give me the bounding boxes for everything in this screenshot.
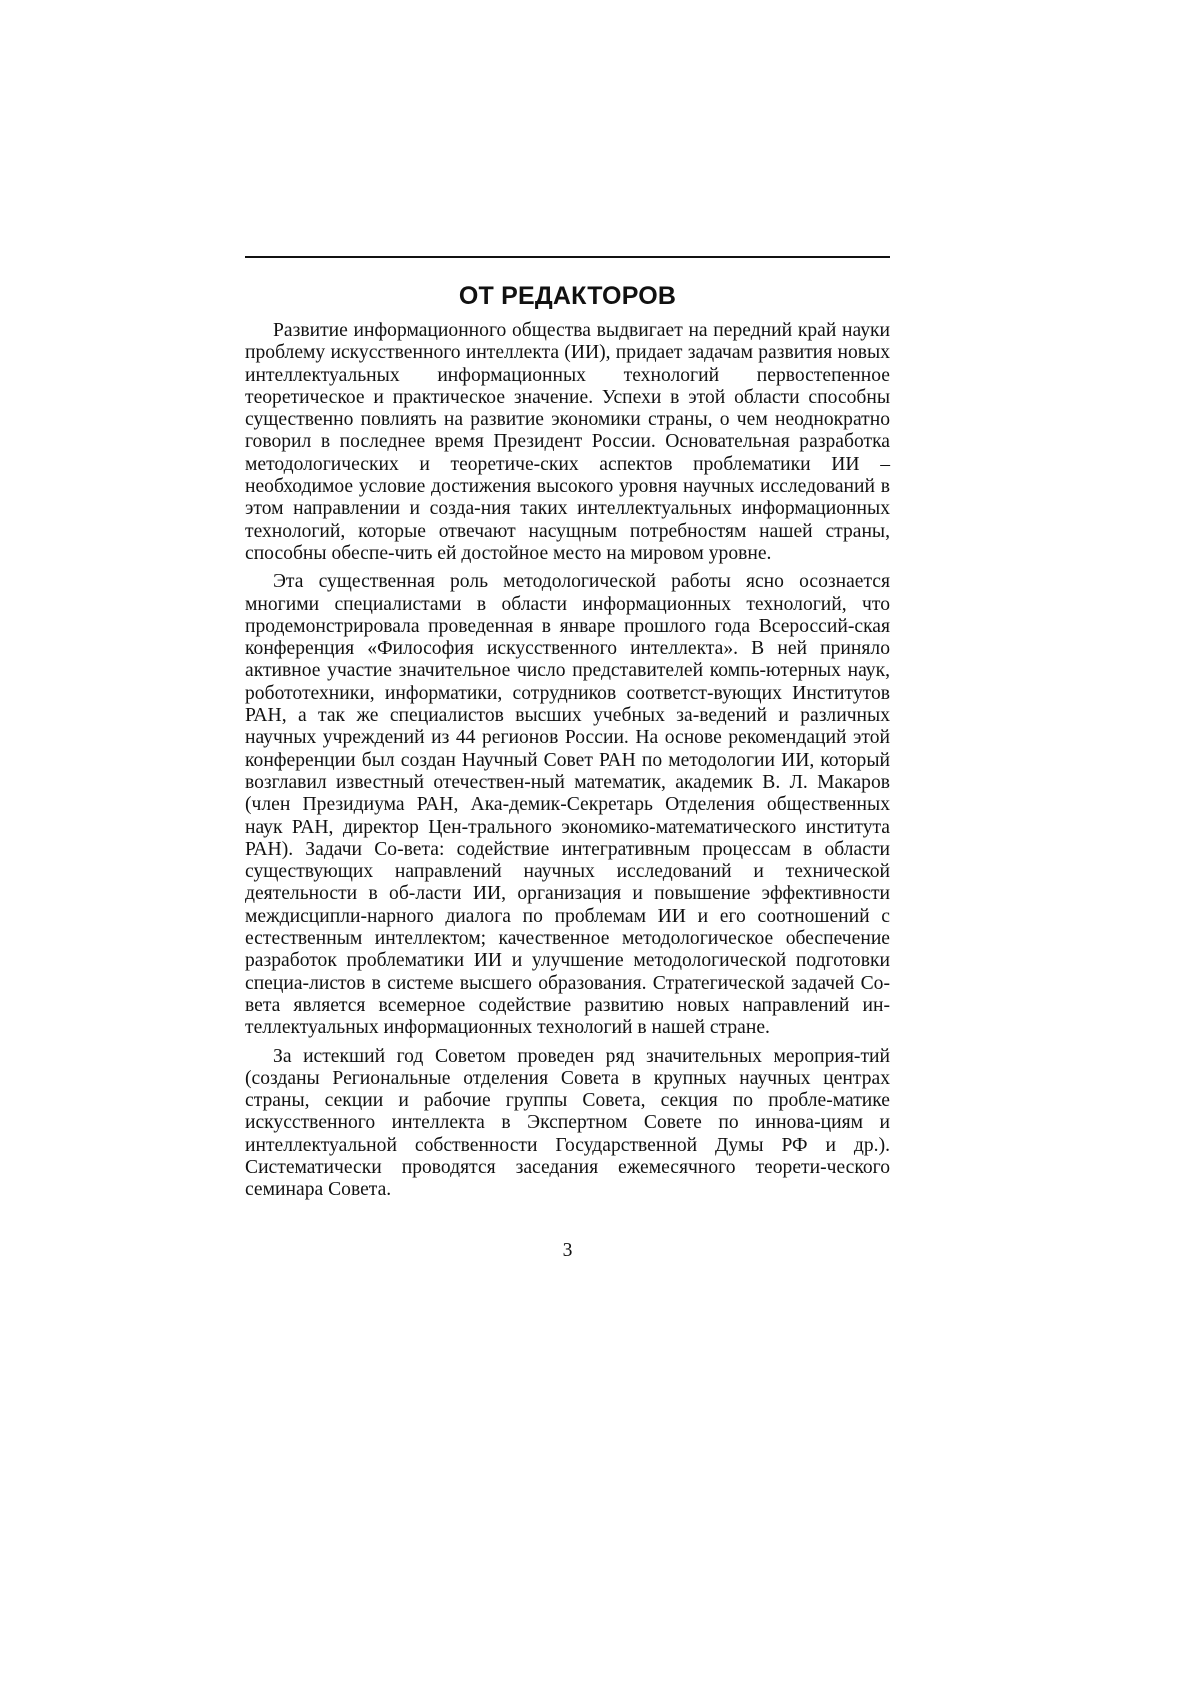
page-content xyxy=(245,256,890,1262)
page-number: 3 xyxy=(562,1239,573,1261)
section-heading: ОТ РЕДАКТОРОВ xyxy=(458,282,677,310)
paragraph-2: Эта существенная роль методологической работы ясно осознается многими специалистами в области информационных технологий, что продемонстрировала проведенная в январе прошлого года Всероссий-ская конференция «Философия искусственного интеллекта». В ней приняло активное участие значительное число представителей компь-ютерных наук, робототехники, информатики, сотрудников соответст-вующих Институтов РАН, а так же специалистов высших учебных за-ведений и различных научных учреждений из 44 регионов России. На основе рекомендаций этой конференции был создан Научный Совет РАН по методологии ИИ, который возглавил известный отечествен-ный математик, академик В. Л. Макаров (член Президиума РАН, Ака-демик-Секретарь Отделения общественных наук РАН, директор Цен-трального экономико-математического института РАН). Задачи Со-вета: содействие интегративным процессам в области существующих направлений научных исследований и технической деятельности в об-ласти ИИ, организация и повышение эффективности междисципли-нарного диалога по проблемам ИИ и его соотношений с естественным интеллектом; качественное методологическое обеспечение разработок проблематики ИИ и улучшение методологической подготовки специа-листов в системе высшего образования. Стратегической задачей Со-вета является всемерное содействие развитию новых направлений ин-теллектуальных информационных технологий в нашей стране. xyxy=(245,571,890,1039)
paragraph-3: За истекший год Советом проведен ряд значительных мероприя-тий (созданы Региональные отделения Совета в крупных научных центрах страны, секции и рабочие группы Совета, секция по пробле-матике искусственного интеллекта в Экспертном Совете по иннова-циям и интеллектуальной собственности Государственной Думы РФ и др.). Систематически проводятся заседания ежемесячного теорети-ческого семинара Совета. xyxy=(245,1045,890,1201)
paragraph-1: Развитие информационного общества выдвигает на передний край науки проблему искусственного интеллекта (ИИ), придает задачам развития новых интеллектуальных информационных технологий первостепенное теоретическое и практическое значение. Успехи в этой области способны существенно повлиять на развитие экономики страны, о чем неоднократно говорил в последнее время Президент России. Основательная разработка методологических и теоретиче-ских аспектов проблематики ИИ – необходимое условие достижения высокого уровня научных исследований в этом направлении и созда-ния таких интеллектуальных информационных технологий, которые отвечают насущным потребностям нашей страны, способны обеспе-чить ей достойное место на мировом уровне. xyxy=(245,320,890,564)
top-rule xyxy=(245,256,890,258)
